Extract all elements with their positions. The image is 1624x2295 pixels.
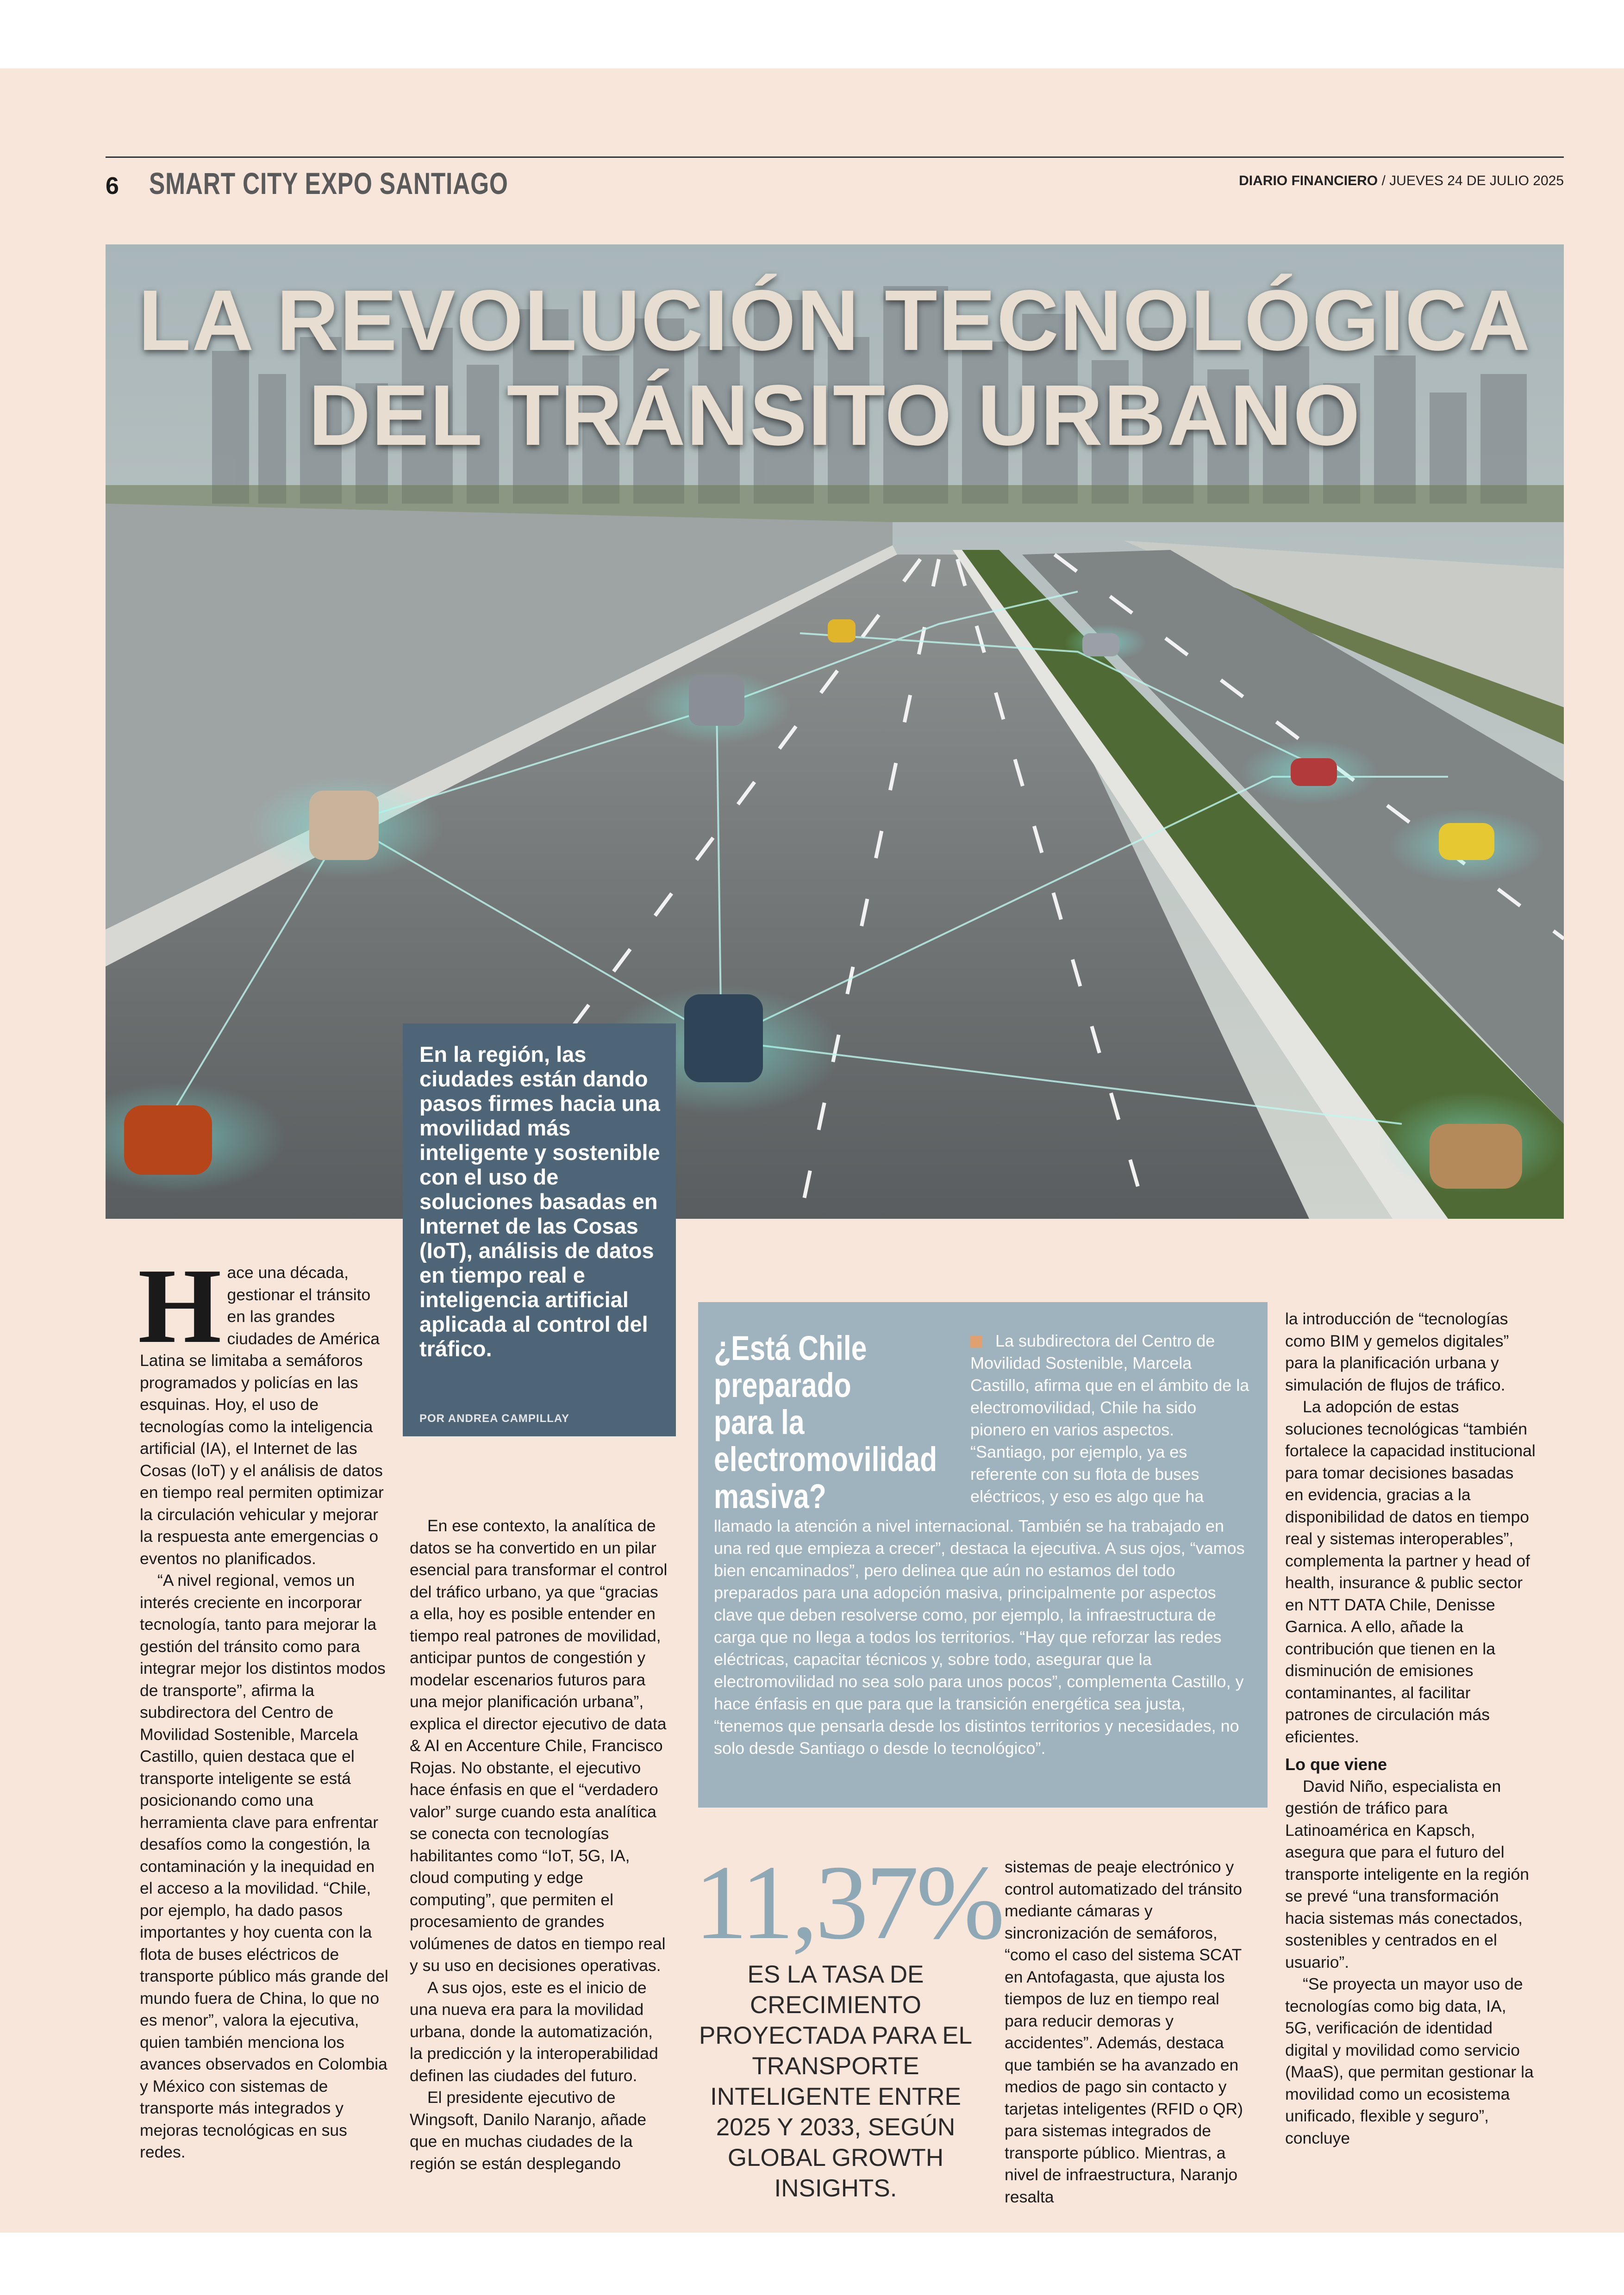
masthead: [1239, 173, 1564, 189]
sidebar-text-top: La subdirectora del Centro de Movilidad Sostenible, Marcela Castillo, afirma que en el ámbito de la electromovilidad, Chile ha sido pionero en varios aspectos. “Santiago, por ejemplo, ya es referente con su flota de buses eléctricos, y eso es algo que ha: [970, 1331, 1249, 1506]
section-title: SMART CITY EXPO SANTIAGO: [149, 166, 508, 200]
lead-box: [403, 1023, 676, 1436]
sidebar-text-bottom: llamado la atención a nivel internacional. También se ha trabajado en una red que empieza a crecer”, destaca la ejecutiva. A sus ojos, “vamos bien encaminados”, pero delinea que aún no estamos del todo preparados para una adopción masiva, principalmente por aspectos clave que deben resolverse como, por ejemplo, la infraestructura de carga que no llega a todos los territorios. “Hay que reforzar las redes eléctricas, capacitar técnicos y, sobre todo, asegurar que la electromovilidad no sea solo para unos pocos”, complementa Castillo, y hace énfasis en que para que la transición energética sea justa, “tenemos que pensarla desde los distintos territorios y necesidades, no solo desde Santiago o desde lo tecnológico”.: [714, 1516, 1245, 1758]
body-paragraph: La adopción de estas soluciones tecnológicas “también fortalece la capacidad institucional para tomar decisiones basadas en evidencia, gracias a la disponibilidad de datos en tiempo real y sistemas interoperables”, complementa la partner y head of health, insurance & public sector en NTT DATA Chile, Denisse Garnica. A ello, añade la contribución que tienen en la disminución de emisiones contaminantes, al facilitar patrones de circulación más eficientes.: [1285, 1397, 1536, 1746]
body-paragraph: la introducción de “tecnologías como BIM y gemelos digitales” para la planificación urbana y simulación de flujos de tráfico.: [1285, 1310, 1509, 1394]
body-paragraph: “A nivel regional, vemos un interés creciente en incorporar tecnología, tanto para mejorar la gestión del tránsito como para integrar mejor los distintos modos de transporte”, afirma la subdirectora del Centro de Movilidad Sostenible, Marcela Castillo, quien destaca que el transporte inteligente se está posicionando como una herramienta clave para enfrentar desafíos como la congestión, la contaminación y la inequidad en el acceso a la movilidad. “Chile, por ejemplo, ha dado pasos importantes y hoy cuenta con la flota de buses eléctricos de transporte público más grande del mundo fuera de China, lo que no es menor”, valora la ejecutiva, quien también menciona los avances observados en Colombia y México con sistemas de transporte más integrados y mejoras tecnológicas en sus redes.: [140, 1571, 388, 2161]
subhead: Lo que viene: [1285, 1755, 1387, 1774]
hero-image: [106, 244, 1564, 1219]
issue-date: / JUEVES 24 DE JULIO 2025: [1381, 173, 1564, 188]
byline: POR ANDREA CAMPILLAY: [419, 1412, 570, 1425]
stat-caption: ES LA TASA DE CRECIMIENTO PROYECTADA PARA EL TRANSPORTE INTELIGENTE ENTRE 2025 Y 2033, SEGÚN GLOBAL GROWTH INSIGHTS.: [699, 1961, 973, 2202]
publication-name: DIARIO FINANCIERO: [1239, 173, 1378, 188]
drop-cap: H: [138, 1247, 222, 1366]
body-paragraph: El presidente ejecutivo de Wingsoft, Danilo Naranjo, añade que en muchas ciudades de la región se están desplegando: [410, 2088, 647, 2173]
headline: [106, 273, 1564, 463]
body-paragraph: “Se proyecta un mayor uso de tecnologías como big data, IA, 5G, verificación de identidad digital y movilidad como servicio (MaaS), que permitan gestionar la movilidad como un ecosistema unificado, flexible y seguro”, concluye: [1285, 1975, 1534, 2147]
newspaper-page: [0, 69, 1624, 2233]
sidebar-title: ¿Está Chile preparado para la electromovilidad masiva?: [714, 1329, 937, 1515]
body-paragraph: A sus ojos, este es el inicio de una nueva era para la movilidad urbana, donde la automatización, la predicción y la interoperabilidad definen las ciudades del futuro.: [410, 1978, 658, 2085]
body-paragraph: En ese contexto, la analítica de datos se ha convertido en un pilar esencial para transformar el control del tráfico urbano, ya que “gracias a ella, hoy es posible entender en tiempo real patrones de movilidad, anticipar puntos de congestión y modelar escenarios futuros para una mejor planificación urbana”, explica el director ejecutivo de data & AI en Accenture Chile, Francisco Rojas. No obstante, el ejecutivo hace énfasis en que el “verdadero valor” surge cuando esta analítica se conecta con tecnologías habilitantes como “IoT, 5G, IA, cloud computing y edge computing”, que permiten el procesamiento de grandes volúmenes de datos en tiempo real y su uso en decisiones operativas.: [410, 1516, 668, 1975]
stat-number: 11,37%: [694, 1843, 1002, 1961]
headline-line-2: DEL TRÁNSITO URBANO: [308, 368, 1361, 463]
body-column-2: [410, 1515, 669, 2175]
page-number: 6: [106, 173, 119, 200]
body-column-4: [1005, 1856, 1245, 2208]
lead-text: En la región, las ciudades están dando pasos firmes hacia una movilidad más inteligente y sostenible con el uso de soluciones basadas en Internet de las Cosas (IoT), análisis de datos en tiempo real e inteligencia artificial aplicada al control del tráfico.: [419, 1042, 660, 1361]
body-column-5: [1285, 1308, 1536, 2149]
body-paragraph: sistemas de peaje electrónico y control automatizado del tránsito mediante cámaras y sincronización de semáforos, “como el caso del sistema SCAT en Antofagasta, que ajusta los tiempos de luz en tiempo real para reducir demoras y accidentes”. Además, destaca que también se ha avanzado en medios de pago sin contacto y tarjetas inteligentes (RFID o QR) para sistemas integrados de transporte público. Mientras, a nivel de infraestructura, Naranjo resalta: [1005, 1858, 1243, 2206]
header-rule: [106, 156, 1564, 158]
body-column-1: [138, 1247, 390, 2164]
body-paragraph: ace una década, gestionar el tránsito en las grandes ciudades de América Latina se limitaba a semáforos programados y policías en las esquinas. Hoy, el uso de tecnologías como la inteligencia artificial (IA), el Internet de las Cosas (IoT) y el análisis de datos en tiempo real permiten optimizar la circulación vehicular y mejorar la respuesta ante emergencias o eventos no planificados.: [140, 1263, 384, 1568]
headline-line-1: LA REVOLUCIÓN TECNOLÓGICA: [138, 273, 1531, 368]
body-paragraph: David Niño, especialista en gestión de tráfico para Latinoamérica en Kapsch, asegura que para el futuro del transporte inteligente en la región se prevé “una transformación hacia sistemas más conectados, sostenibles y centrados en el usuario”.: [1285, 1777, 1529, 1971]
sidebar-box: [698, 1302, 1268, 1808]
